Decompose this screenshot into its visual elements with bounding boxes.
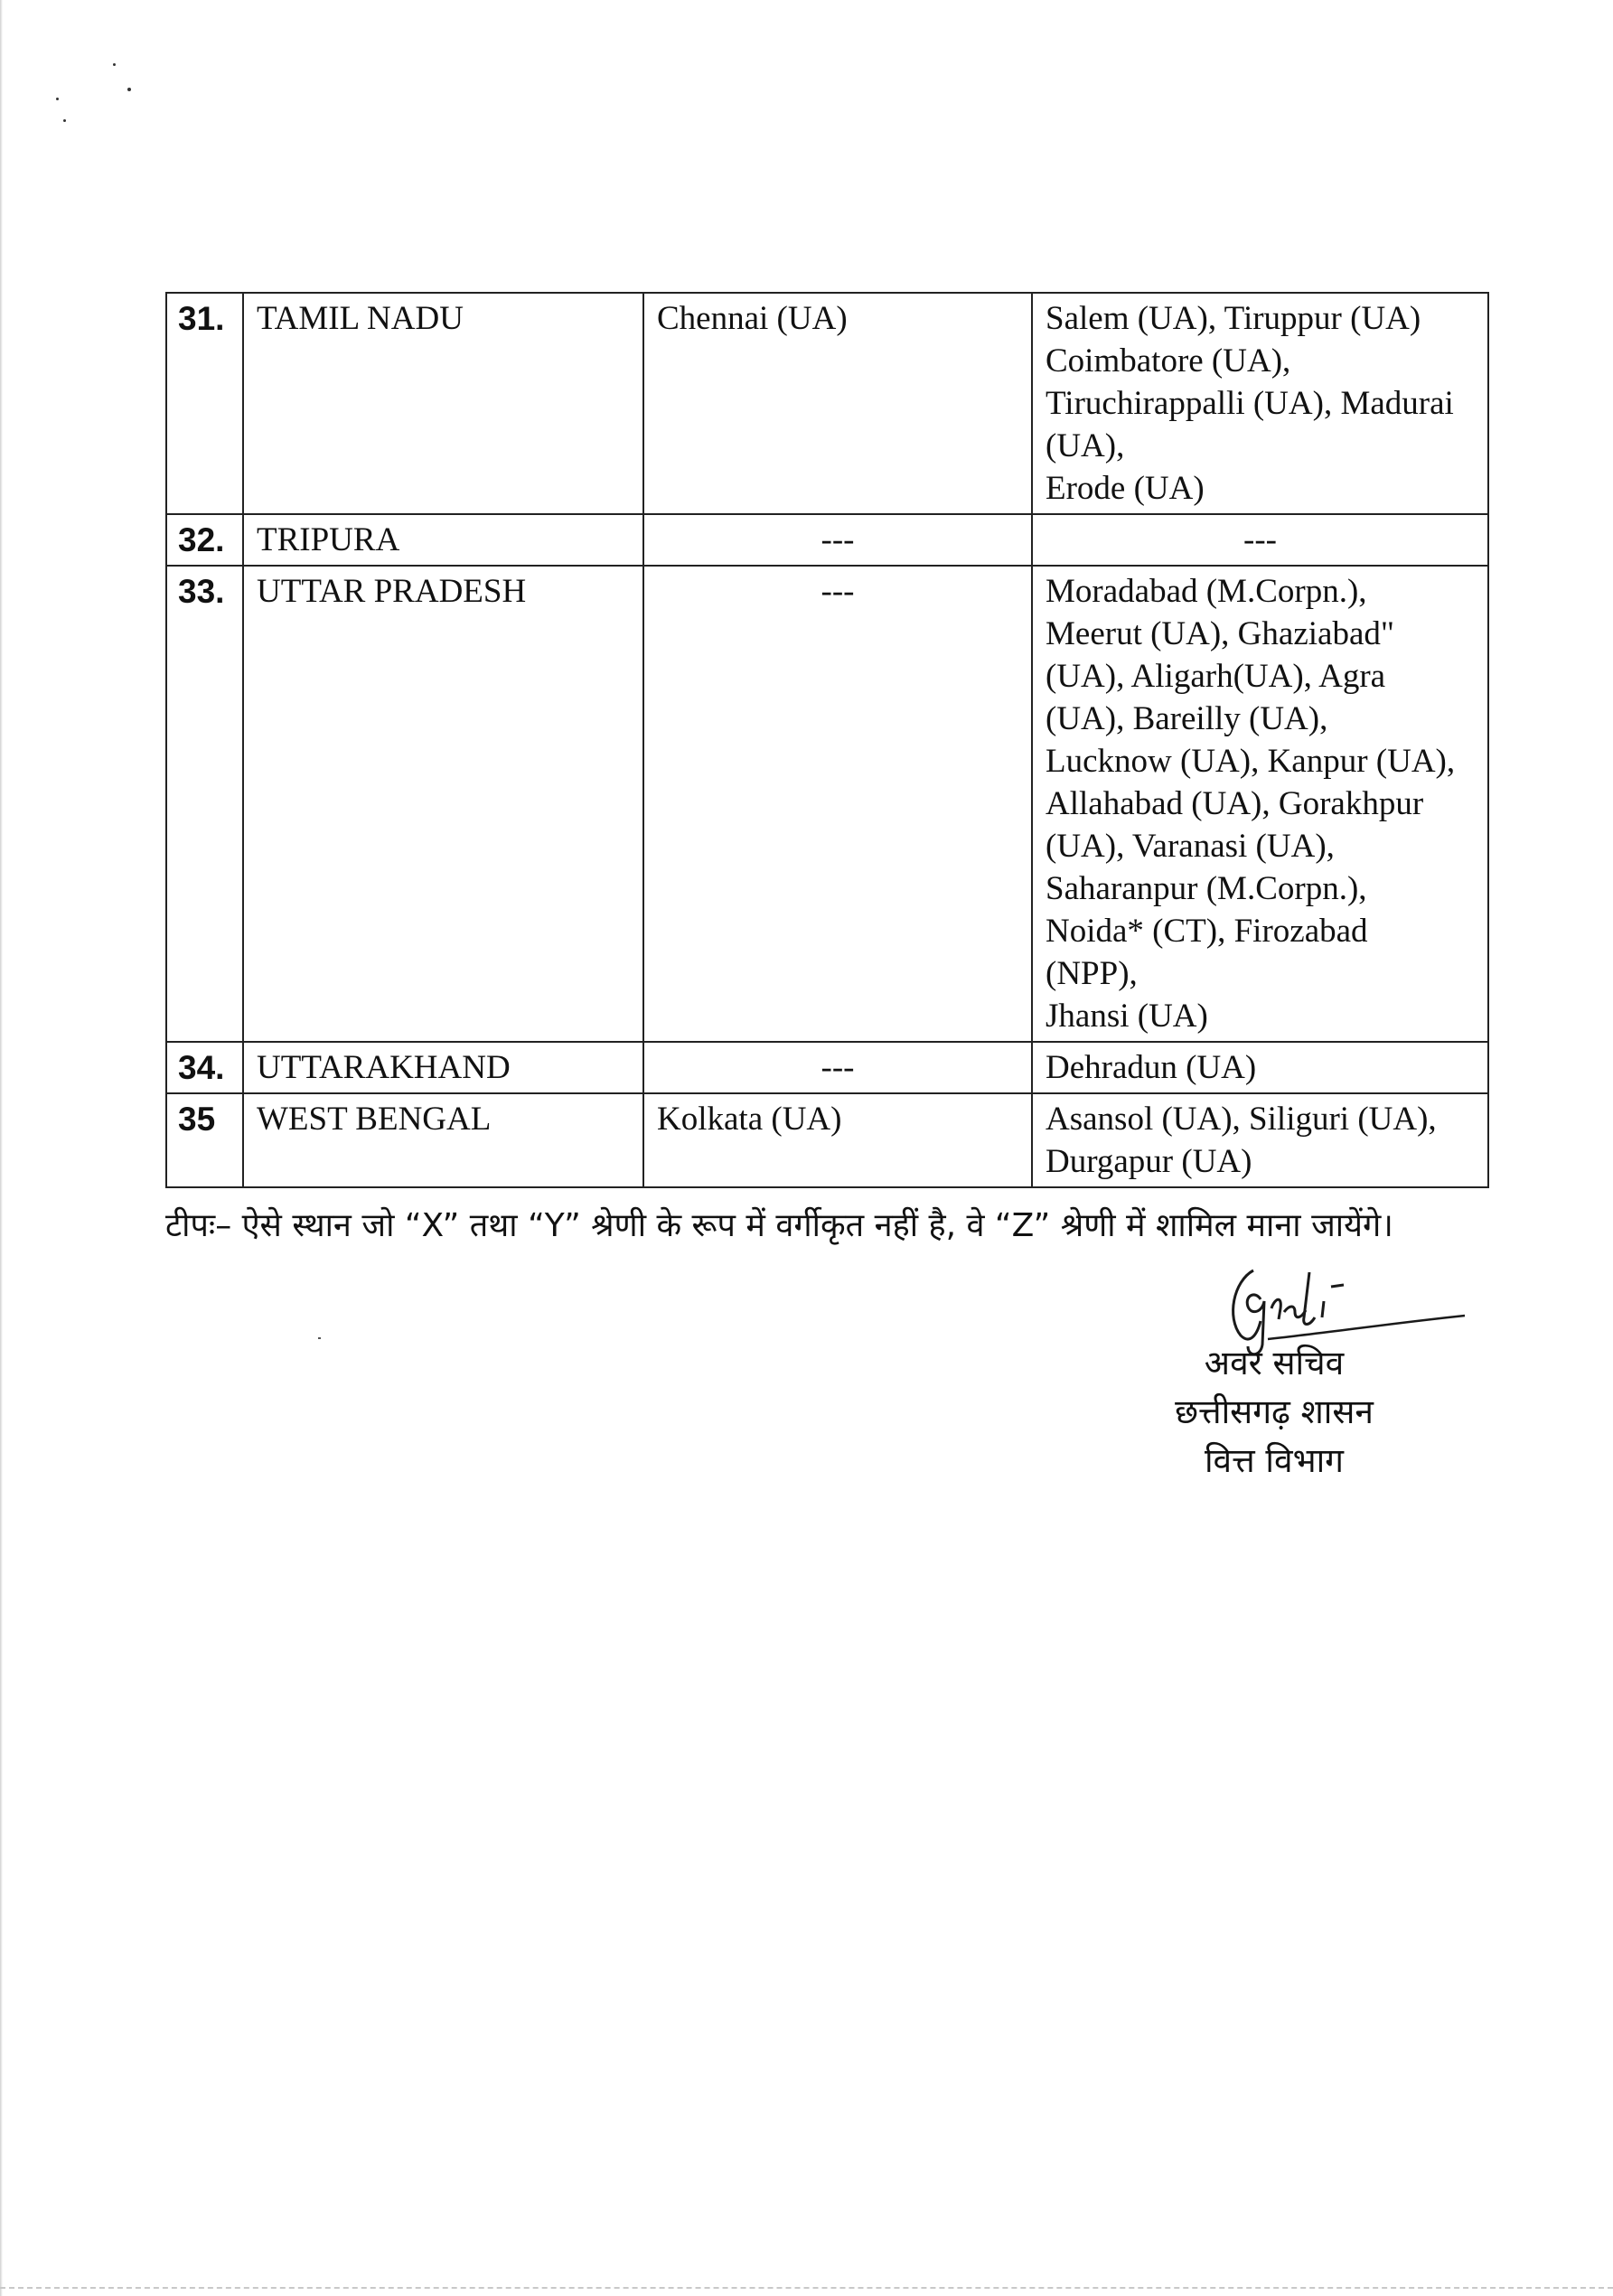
x-category-city-cell: Kolkata (UA) — [643, 1093, 1032, 1187]
y-city-line: (UA), Varanasi (UA), — [1046, 828, 1335, 865]
y-city-line: --- — [1243, 521, 1277, 558]
y-city-line: (UA), Aligarh(UA), Agra — [1046, 658, 1386, 695]
signatory-designation: अवर सचिव — [1204, 1344, 1345, 1382]
y-city-line: Jhansi (UA) — [1046, 998, 1208, 1035]
serial-number-cell: 34. — [166, 1042, 243, 1093]
y-city-line: Erode (UA) — [1046, 470, 1205, 507]
state-cell: TAMIL NADU — [243, 293, 643, 514]
y-category-cities-cell — [1032, 1093, 1488, 1187]
y-city-line: Tiruchirappalli (UA), Madurai — [1046, 385, 1454, 422]
state-cell: UTTAR PRADESH — [243, 566, 643, 1042]
serial-number-cell: 32. — [166, 514, 243, 566]
state-cell: TRIPURA — [243, 514, 643, 566]
x-category-city-cell: --- — [643, 1042, 1032, 1093]
y-category-cities-cell — [1032, 514, 1488, 566]
x-category-city-cell: Chennai (UA) — [643, 293, 1032, 514]
y-city-line: Durgapur (UA) — [1046, 1143, 1252, 1180]
y-category-cities-cell — [1032, 293, 1488, 514]
x-category-city-cell: --- — [643, 566, 1032, 1042]
state-cell: UTTARAKHAND — [243, 1042, 643, 1093]
serial-number-cell: 35 — [166, 1093, 243, 1187]
scan-speck — [63, 119, 66, 122]
serial-number-cell: 33. — [166, 566, 243, 1042]
note-paragraph: टीपः– ऐसे स्थान जो “X” तथा “Y” श्रेणी के रूप में वर्गीकृत नहीं है, वे “Z” श्रेणी में शामिल माना जायेंगे। — [165, 1207, 1393, 1244]
scan-bottom-edge — [0, 2287, 1613, 2291]
signatory-department: वित्त विभाग — [1204, 1441, 1345, 1480]
signatory-government: छत्तीसगढ़ शासन — [1175, 1392, 1374, 1431]
scan-speck — [318, 1337, 321, 1339]
table-row — [166, 1042, 1488, 1093]
serial-number-cell: 31. — [166, 293, 243, 514]
y-city-line: Noida* (CT), Firozabad — [1046, 913, 1368, 950]
y-city-line: Allahabad (UA), Gorakhpur — [1046, 785, 1424, 822]
scan-speck — [113, 63, 116, 66]
signatory-block — [1102, 1339, 1446, 1485]
y-city-line: (UA), — [1046, 427, 1125, 464]
y-city-line: Meerut (UA), Ghaziabad" — [1046, 615, 1394, 652]
state-cell: WEST BENGAL — [243, 1093, 643, 1187]
y-city-line: Dehradun (UA) — [1046, 1049, 1257, 1086]
scan-speck — [56, 98, 59, 100]
y-category-cities-cell — [1032, 1042, 1488, 1093]
scan-edge-shadow — [0, 0, 3, 2296]
y-category-cities-cell — [1032, 566, 1488, 1042]
x-category-city-cell: --- — [643, 514, 1032, 566]
table-row — [166, 1093, 1488, 1187]
y-city-line: Salem (UA), Tiruppur (UA) — [1046, 300, 1421, 337]
y-city-line: Saharanpur (M.Corpn.), — [1046, 870, 1367, 907]
y-city-line: (NPP), — [1046, 955, 1138, 992]
table-body — [166, 293, 1488, 1187]
city-classification-table — [165, 292, 1489, 1188]
table-row — [166, 293, 1488, 514]
y-city-line: (UA), Bareilly (UA), — [1046, 700, 1328, 737]
table-row — [166, 566, 1488, 1042]
y-city-line: Coimbatore (UA), — [1046, 342, 1291, 380]
y-city-line: Asansol (UA), Siliguri (UA), — [1046, 1101, 1437, 1138]
table-row — [166, 514, 1488, 566]
y-city-line: Moradabad (M.Corpn.), — [1046, 573, 1367, 610]
y-city-line: Lucknow (UA), Kanpur (UA), — [1046, 743, 1456, 780]
scan-speck — [127, 88, 131, 91]
